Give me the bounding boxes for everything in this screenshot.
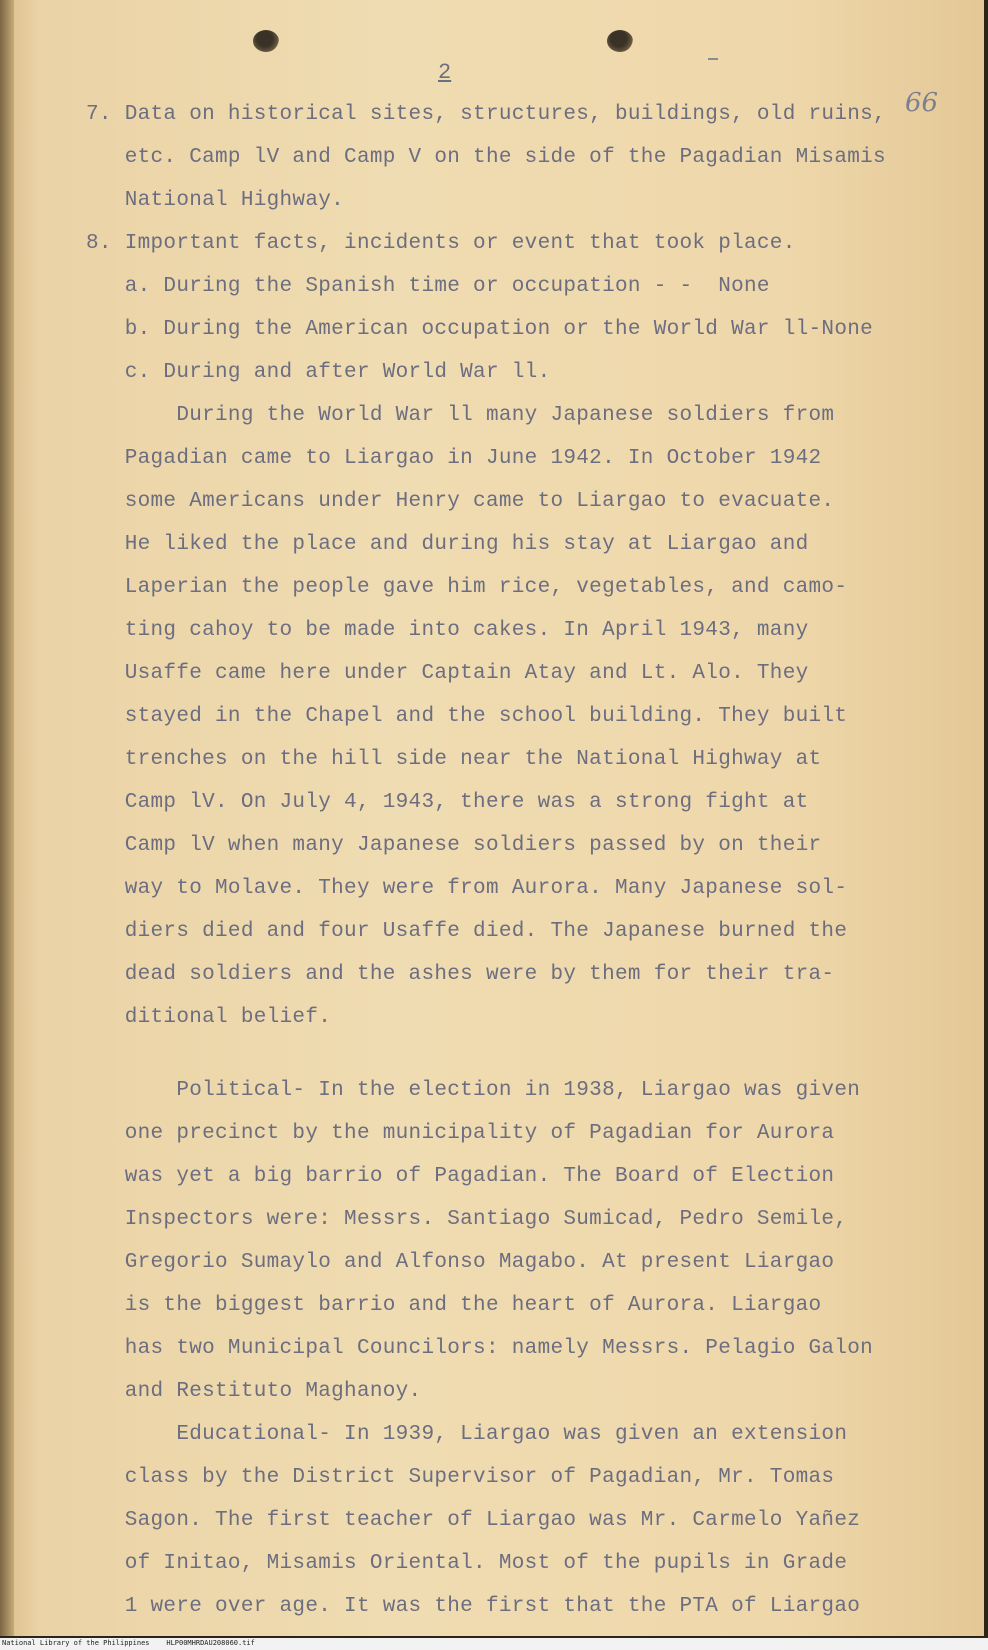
text-line: 7. Data on historical sites, structures, buildings, old ruins, xyxy=(86,103,886,126)
text-line: was yet a big barrio of Pagadian. The Board of Election xyxy=(86,1165,835,1188)
text-line: c. During and after World War ll. xyxy=(86,361,551,384)
ink-mark xyxy=(708,58,718,60)
binding-edge xyxy=(0,0,14,1636)
text-line: trenches on the hill side near the National Highway at xyxy=(86,748,822,771)
text-line: ting cahoy to be made into cakes. In April 1943, many xyxy=(86,619,809,642)
text-line: and Restituto Maghanoy. xyxy=(86,1380,422,1403)
footer-caption: National Library of the Philippines HLP00MHRDAU208060.tif xyxy=(2,1639,255,1647)
text-line: Gregorio Sumaylo and Alfonso Magabo. At present Liargao xyxy=(86,1251,835,1274)
text-line: 1 were over age. It was the first that the PTA of Liargao xyxy=(86,1595,861,1618)
text-line: a. During the Spanish time or occupation - - None xyxy=(86,275,770,298)
punch-hole-right xyxy=(607,30,633,52)
text-line: dead soldiers and the ashes were by them for their tra- xyxy=(86,963,835,986)
text-line: Camp lV when many Japanese soldiers passed by on their xyxy=(86,834,822,857)
text-line: of Initao, Misamis Oriental. Most of the pupils in Grade xyxy=(86,1552,848,1575)
text-line: Educational- In 1939, Liargao was given an extension xyxy=(86,1423,848,1446)
punch-hole-left xyxy=(253,30,279,52)
margin-annotation: 66 xyxy=(905,88,939,118)
text-line: Usaffe came here under Captain Atay and Lt. Alo. They xyxy=(86,662,809,685)
text-line: Pagadian came to Liargao in June 1942. In October 1942 xyxy=(86,447,822,470)
text-line: one precinct by the municipality of Pagadian for Aurora xyxy=(86,1122,835,1145)
text-line: class by the District Supervisor of Pagadian, Mr. Tomas xyxy=(86,1466,835,1489)
text-line: Camp lV. On July 4, 1943, there was a strong fight at xyxy=(86,791,809,814)
text-line: He liked the place and during his stay at Liargao and xyxy=(86,533,809,556)
text-line: Political- In the election in 1938, Liargao was given xyxy=(86,1079,861,1102)
text-line: some Americans under Henry came to Liargao to evacuate. xyxy=(86,490,835,513)
scan-footer xyxy=(0,1638,988,1650)
text-line: diers died and four Usaffe died. The Japanese burned the xyxy=(86,920,848,943)
text-line: During the World War ll many Japanese soldiers from xyxy=(86,404,835,427)
page-number: 2 xyxy=(438,60,452,85)
text-line: etc. Camp lV and Camp V on the side of the Pagadian Misamis xyxy=(86,146,886,169)
text-line: 8. Important facts, incidents or event that took place. xyxy=(86,232,796,255)
text-line: stayed in the Chapel and the school building. They built xyxy=(86,705,848,728)
text-line: has two Municipal Councilors: namely Messrs. Pelagio Galon xyxy=(86,1337,874,1360)
text-line: way to Molave. They were from Aurora. Many Japanese sol- xyxy=(86,877,848,900)
text-line: National Highway. xyxy=(86,189,345,212)
text-line: Laperian the people gave him rice, vegetables, and camo- xyxy=(86,576,848,599)
text-line: ditional belief. xyxy=(86,1006,332,1029)
text-line: Sagon. The first teacher of Liargao was Mr. Carmelo Yañez xyxy=(86,1509,861,1532)
text-line: b. During the American occupation or the World War ll-None xyxy=(86,318,874,341)
text-line: Inspectors were: Messrs. Santiago Sumicad, Pedro Semile, xyxy=(86,1208,848,1231)
text-line: is the biggest barrio and the heart of Aurora. Liargao xyxy=(86,1294,822,1317)
